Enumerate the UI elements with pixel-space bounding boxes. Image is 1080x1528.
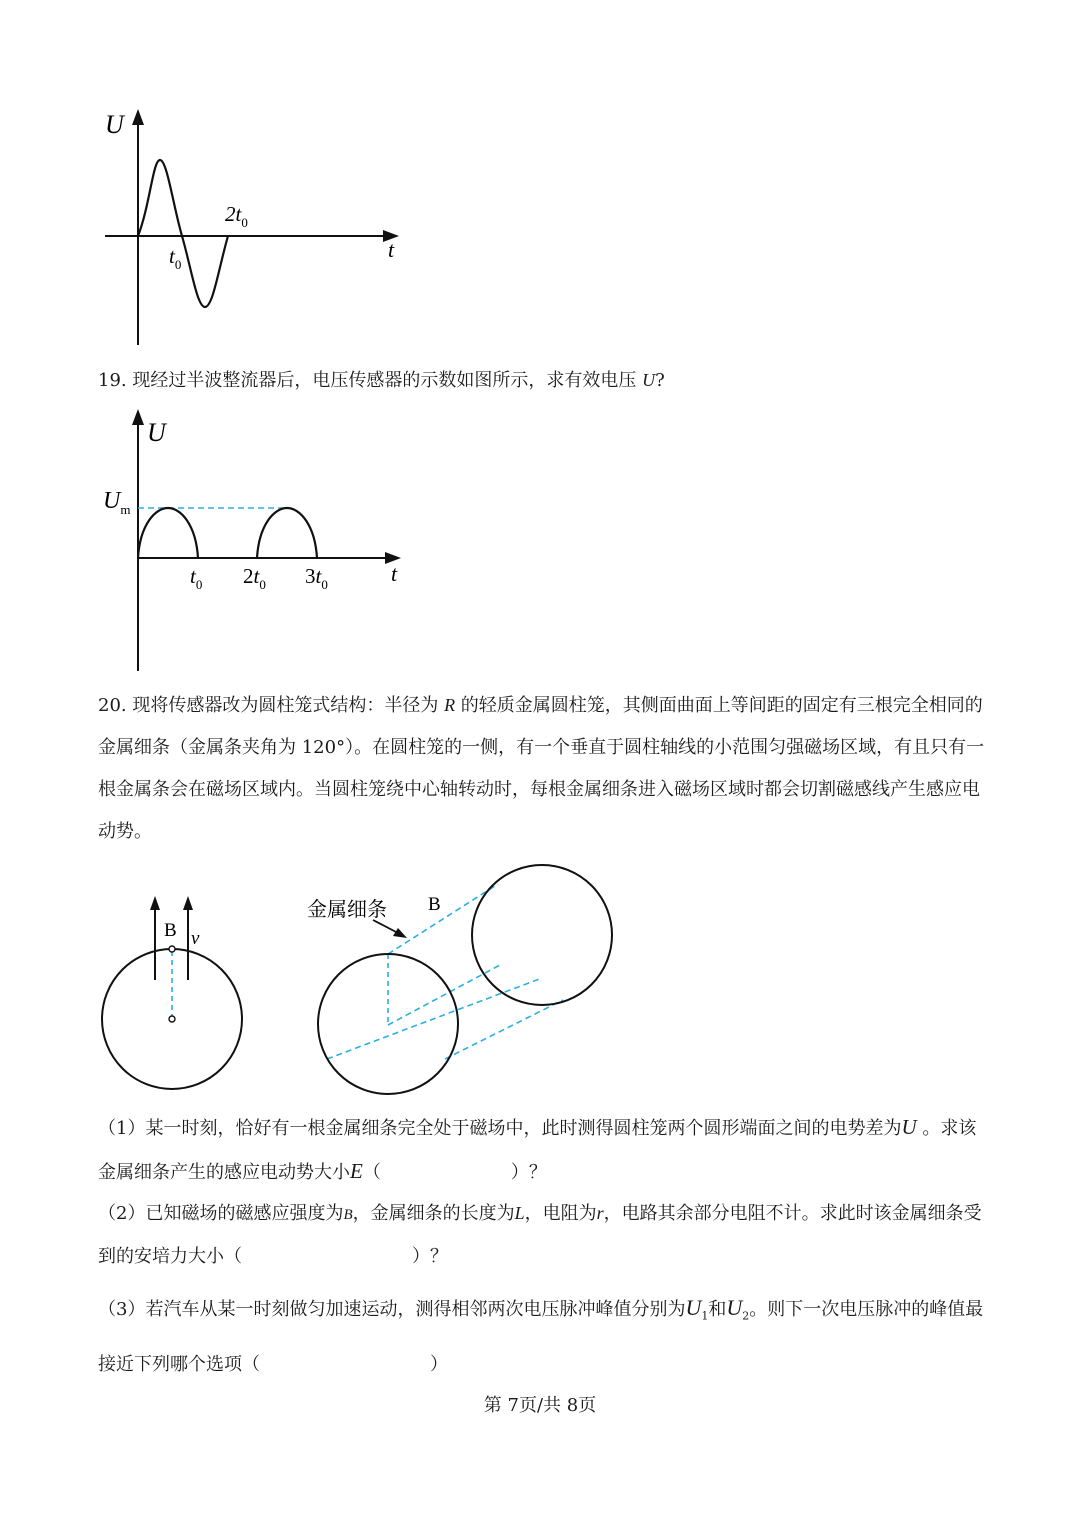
rectified-hump-2 — [257, 508, 317, 558]
tick-t0: $t_0$ — [190, 564, 203, 592]
cage-edge-dashed-2 — [445, 1000, 563, 1059]
page-number: 第 7页/共 8页 — [483, 1395, 597, 1416]
label-b-left: B — [164, 920, 177, 941]
tick-3t0: $3t_0$ — [305, 564, 328, 592]
label-b-right: B — [428, 894, 441, 915]
field-arrow-right-head — [183, 896, 193, 910]
um-label: $U_m$ — [103, 488, 131, 517]
sine-voltage-figure — [95, 105, 415, 355]
tick-2t0: $2t_0$ — [225, 202, 248, 230]
tick-t0: $t_0$ — [169, 244, 182, 272]
y-axis-arrow — [132, 409, 144, 425]
sine-curve — [138, 160, 228, 307]
y-axis-arrow — [132, 109, 144, 125]
label-strip: 金属细条 — [307, 899, 387, 921]
strip-point — [169, 946, 175, 952]
center-point — [169, 1016, 175, 1022]
cage-edge-dashed-3 — [388, 884, 498, 954]
label-v: v — [191, 928, 200, 949]
question-19: 19. 现经过半波整流器后，电压传感器的示数如图所示，求有效电压 U? — [98, 370, 665, 391]
sub-question-3: （3）若汽车从某一时刻做匀加速运动，测得相邻两次电压脉冲峰值分别为$U_1$和$U_2$。则下一次电压脉冲的峰值最接近下列哪个选项（ ） — [98, 1295, 984, 1375]
cage-edge-dashed-1 — [327, 978, 542, 1059]
strip-pointer — [373, 920, 398, 933]
x-axis-label: t — [388, 237, 395, 262]
rectified-voltage-figure — [95, 405, 415, 677]
y-axis-label: U — [105, 110, 124, 139]
x-axis-label: t — [391, 561, 398, 586]
tick-2t0: $2t_0$ — [243, 564, 266, 592]
sub-question-2: （2）已知磁场的磁感应强度为B，金属细条的长度为L，电阻为r，电路其余部分电阻不计。求此时该金属细条受到的安培力大小（ ）？ — [98, 1203, 982, 1267]
field-arrow-left-head — [150, 896, 160, 910]
sub-question-1: （1）某一时刻，恰好有一根金属细条完全处于磁场中，此时测得圆柱笼两个圆形端面之间的电势差为U 。求该金属细条产生的感应电动势大小E（ ）？ — [98, 1115, 977, 1183]
cage-back-circle — [472, 865, 612, 1005]
rectified-hump-1 — [138, 508, 198, 558]
question-20: 20. 现将传感器改为圆柱笼式结构：半径为 R 的轻质金属圆柱笼，其侧面曲面上等间距的固定有三根完全相同的金属细条（金属条夹角为 120°）。在圆柱笼的一侧，有一个垂直于圆柱轴线的小范围匀强磁场区域，有且只有一根金属条会在磁场区域内。当圆柱笼绕中心轴转动时，每根金属细条进入磁场区域时都会切割磁感线产生感应电动势。 — [98, 695, 985, 842]
y-axis-label: U — [147, 418, 166, 447]
cylinder-cage-figure — [95, 860, 625, 1100]
strip-pointer-head — [393, 928, 407, 938]
